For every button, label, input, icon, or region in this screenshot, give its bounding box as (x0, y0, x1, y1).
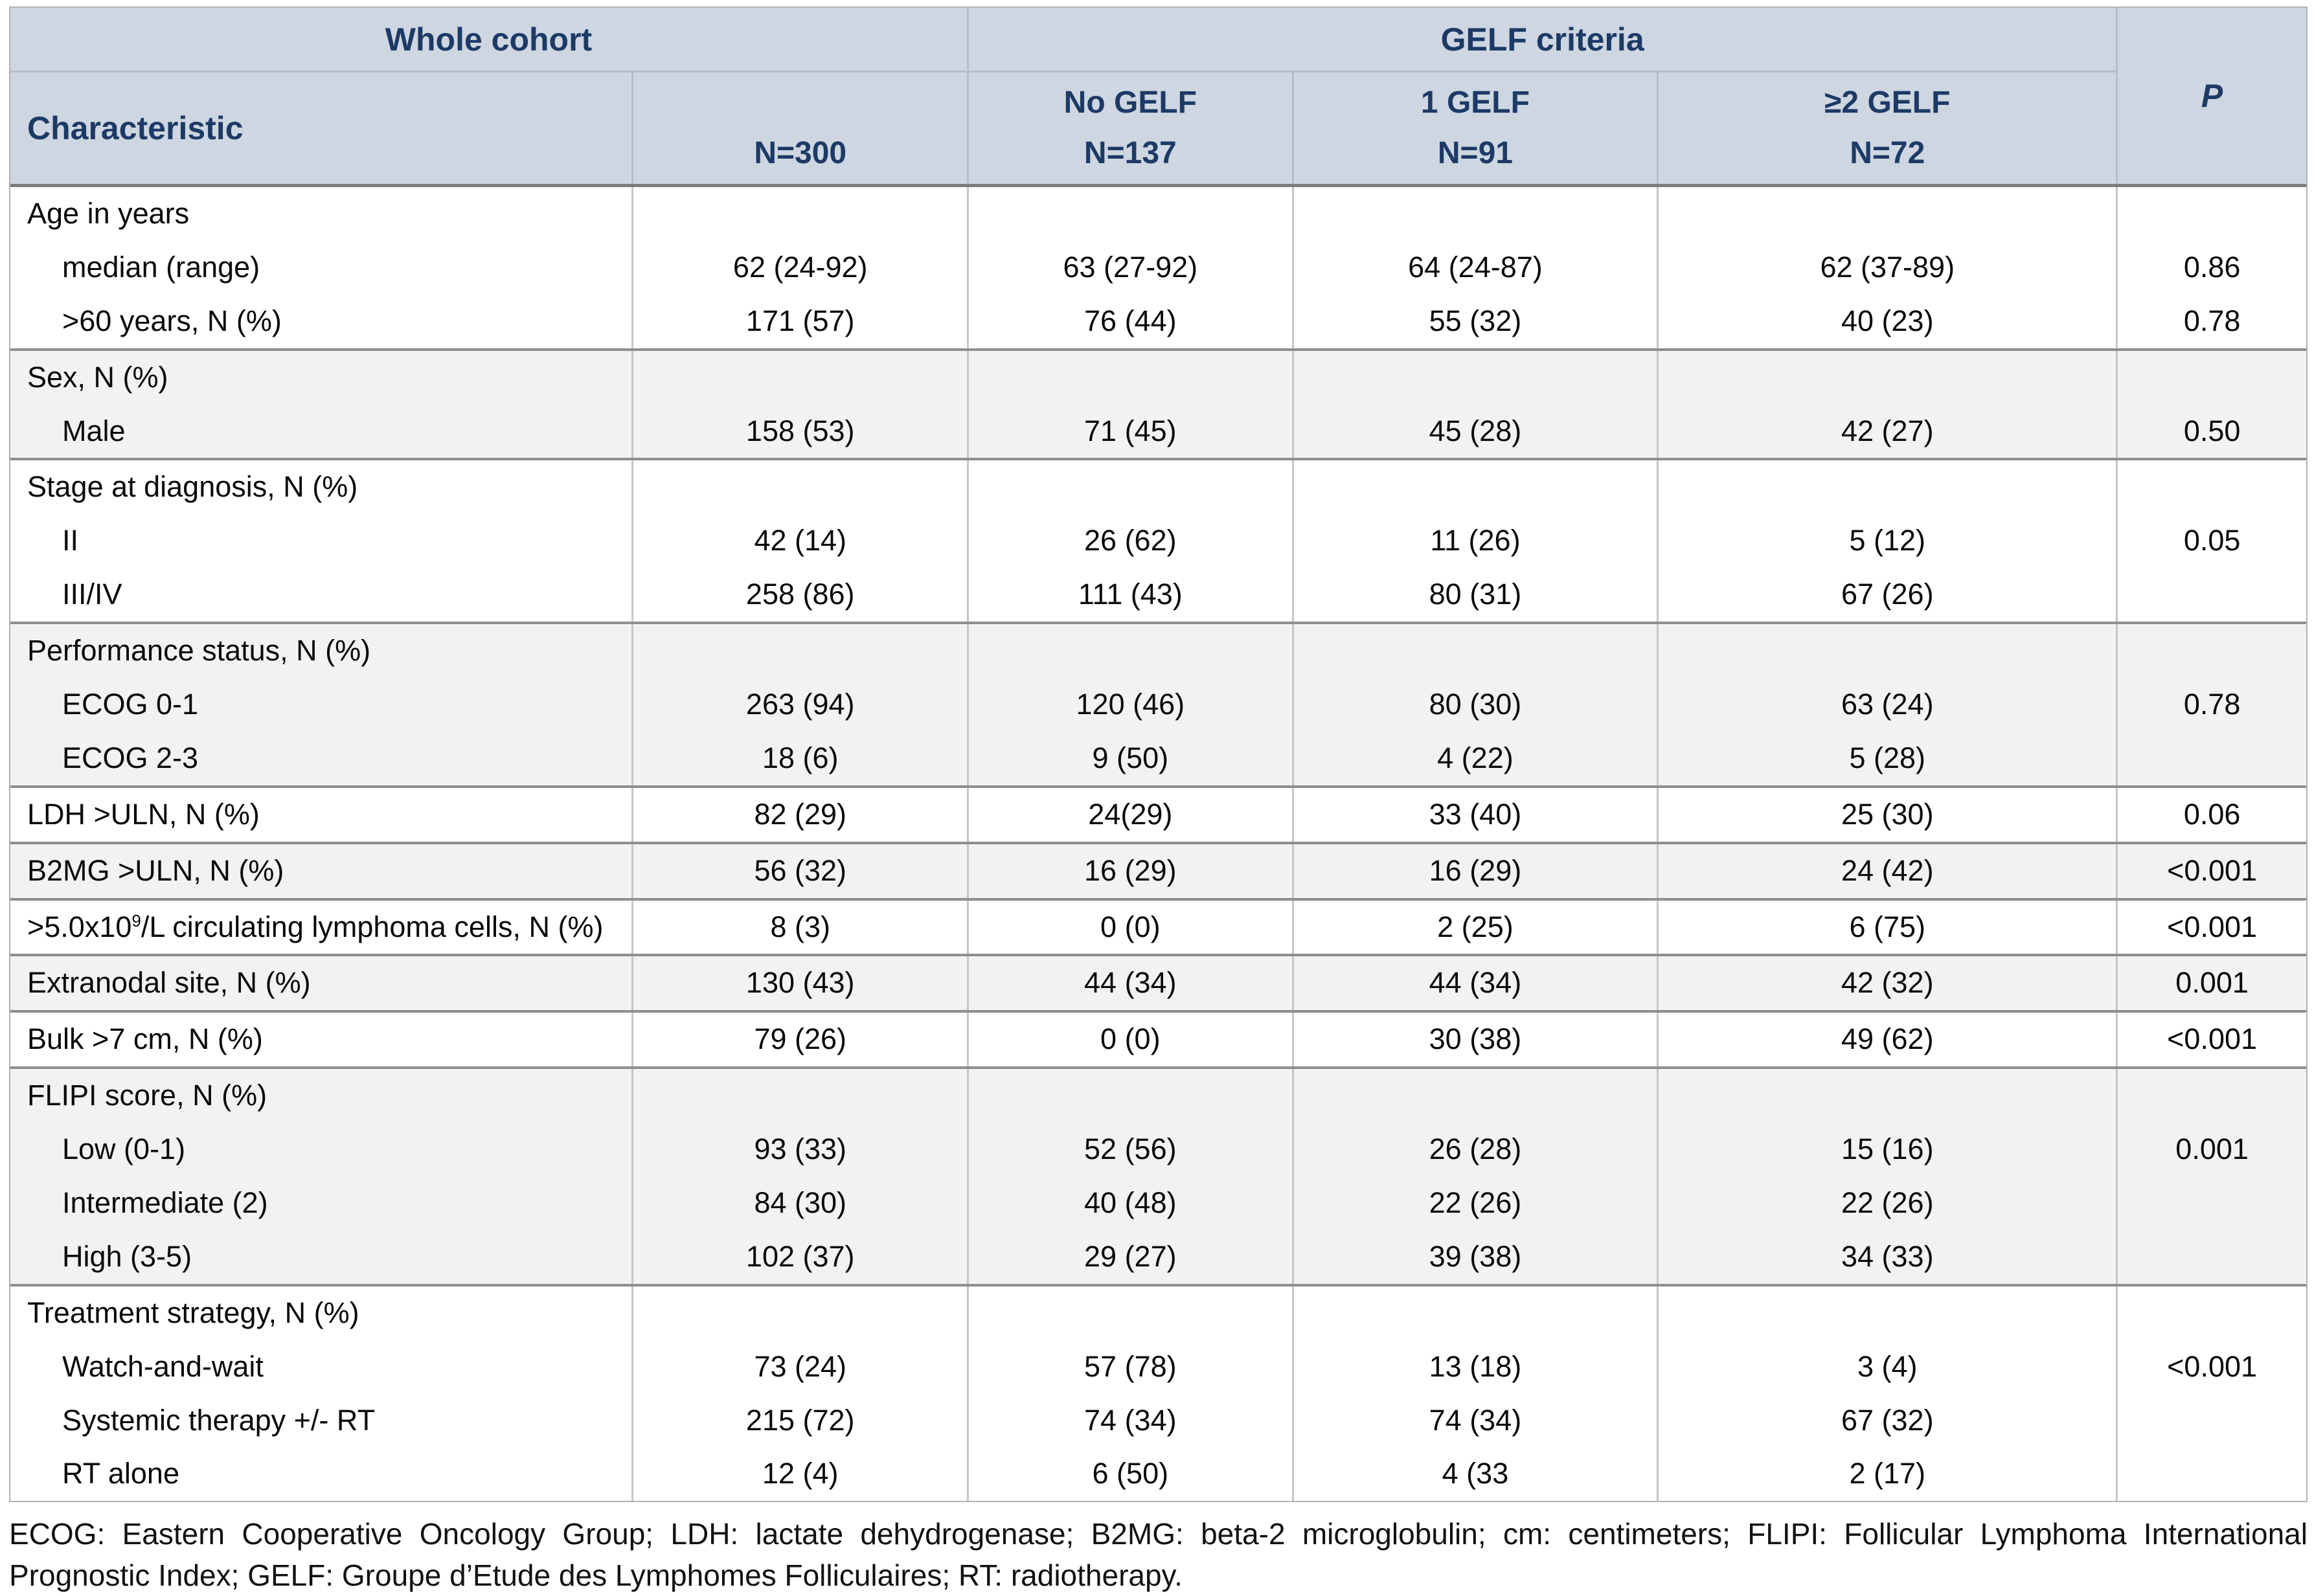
p-value: 0.78 (2183, 688, 2241, 721)
value-1-gelf: 26 (28) (1294, 1123, 1659, 1176)
p-value: <0.001 (2167, 910, 2258, 943)
value-whole-cohort: 158 (53) (633, 405, 969, 458)
value-no-gelf: 76 (44) (969, 295, 1294, 348)
header-col-no-gelf (969, 73, 1294, 184)
value-1-gelf: 2 (25) (1294, 901, 1659, 954)
table-row (10, 241, 2306, 295)
row-label: Sex, N (%) (10, 351, 633, 405)
value-1-gelf: 16 (29) (1294, 844, 1659, 898)
value-no-gelf: 0 (0) (969, 901, 1294, 954)
value-no-gelf (969, 624, 1294, 678)
p-value: 0.86 (2183, 250, 2241, 284)
section-extranodal (10, 956, 2306, 1013)
header-col-ge2-gelf (1659, 73, 2118, 184)
value-ge2-gelf: 67 (26) (1659, 568, 2118, 622)
value-whole-cohort: 171 (57) (633, 295, 969, 348)
p-value (2118, 1176, 2306, 1230)
value-ge2-gelf: 34 (33) (1659, 1230, 2118, 1284)
p-value (2118, 1394, 2306, 1448)
row-label: RT alone (10, 1447, 633, 1501)
value-no-gelf: 40 (48) (969, 1176, 1294, 1230)
value-no-gelf: 26 (62) (969, 514, 1294, 568)
value-1-gelf (1294, 460, 1659, 514)
table-row (10, 1230, 2306, 1284)
table-row (10, 295, 2306, 348)
value-1-gelf (1294, 351, 1659, 405)
p-value (2118, 624, 2306, 678)
value-whole-cohort (633, 460, 969, 514)
value-1-gelf: 30 (38) (1294, 1013, 1659, 1066)
value-no-gelf (969, 351, 1294, 405)
header-col-ge2-gelf-label: ≥2 GELF (1824, 85, 1951, 120)
p-value: 0.05 (2183, 524, 2241, 557)
value-ge2-gelf (1659, 1069, 2118, 1123)
row-label: Watch-and-wait (10, 1340, 633, 1394)
header-col-ge2-gelf-n: N=72 (1850, 136, 1925, 170)
p-value (2118, 460, 2306, 514)
section-bulk (10, 1013, 2306, 1069)
value-whole-cohort (633, 624, 969, 678)
table-row (10, 1069, 2306, 1123)
table-row (10, 1287, 2306, 1340)
section-stage (10, 460, 2306, 624)
header-characteristic: Characteristic (10, 73, 633, 184)
value-no-gelf: 52 (56) (969, 1123, 1294, 1176)
value-ge2-gelf (1659, 351, 2118, 405)
row-label-text: $>5.0x10^9/L$ circulating lymphoma cells, N (%) (27, 910, 604, 943)
value-whole-cohort: 8 (3) (633, 901, 969, 954)
value-1-gelf: 4 (33 (1294, 1447, 1659, 1501)
value-ge2-gelf: 42 (32) (1659, 956, 2118, 1010)
value-ge2-gelf: 67 (32) (1659, 1394, 2118, 1448)
value-no-gelf: 111 (43) (969, 568, 1294, 622)
row-label: High (3-5) (10, 1230, 633, 1284)
value-whole-cohort: 215 (72) (633, 1394, 969, 1448)
value-1-gelf (1294, 624, 1659, 678)
value-whole-cohort: 73 (24) (633, 1340, 969, 1394)
row-label: II (10, 514, 633, 568)
value-whole-cohort: 130 (43) (633, 956, 969, 1010)
header-col-1-gelf-n: N=91 (1437, 136, 1513, 170)
value-1-gelf: 64 (24-87) (1294, 241, 1659, 295)
p-value (2118, 1447, 2306, 1501)
value-whole-cohort: 84 (30) (633, 1176, 969, 1230)
row-label: Extranodal site, N (%) (10, 956, 633, 1010)
header-col-no-gelf-label: No GELF (1063, 85, 1197, 120)
value-no-gelf: 120 (46) (969, 678, 1294, 732)
header-whole-cohort: Whole cohort (10, 8, 969, 73)
value-ge2-gelf: 15 (16) (1659, 1123, 2118, 1176)
value-1-gelf: 55 (32) (1294, 295, 1659, 348)
p-value: 0.50 (2183, 414, 2241, 447)
row-label: Male (10, 405, 633, 458)
value-1-gelf: 45 (28) (1294, 405, 1659, 458)
value-ge2-gelf: 42 (27) (1659, 405, 2118, 458)
table-row (10, 405, 2306, 458)
value-whole-cohort (633, 1069, 969, 1123)
row-label: ECOG 2-3 (10, 732, 633, 785)
value-1-gelf: 39 (38) (1294, 1230, 1659, 1284)
header-col-1-gelf (1294, 73, 1659, 184)
row-label: Treatment strategy, N (%) (10, 1287, 633, 1340)
p-value (2118, 732, 2306, 785)
value-no-gelf: 74 (34) (969, 1394, 1294, 1448)
value-1-gelf (1294, 1287, 1659, 1340)
p-value: <0.001 (2167, 853, 2258, 887)
value-ge2-gelf: 5 (12) (1659, 514, 2118, 568)
value-ge2-gelf: 24 (42) (1659, 844, 2118, 898)
header-gelf-criteria: GELF criteria (969, 8, 2118, 73)
value-ge2-gelf: 25 (30) (1659, 788, 2118, 842)
value-no-gelf (969, 187, 1294, 241)
row-label: median (range) (10, 241, 633, 295)
p-value (2118, 1230, 2306, 1284)
p-value: <0.001 (2167, 1349, 2258, 1383)
value-1-gelf: 74 (34) (1294, 1394, 1659, 1448)
table-row (10, 732, 2306, 785)
table-row (10, 187, 2306, 241)
row-label: Low (0-1) (10, 1123, 633, 1176)
value-no-gelf: 57 (78) (969, 1340, 1294, 1394)
table-row (10, 901, 2306, 954)
value-ge2-gelf (1659, 624, 2118, 678)
value-ge2-gelf: 2 (17) (1659, 1447, 2118, 1501)
value-whole-cohort (633, 1287, 969, 1340)
header-col-no-gelf-n: N=137 (1083, 136, 1177, 170)
row-label: III/IV (10, 568, 633, 622)
row-label: >60 years, N (%) (10, 295, 633, 348)
superscript-9: 9 (131, 910, 141, 930)
header-col-1-gelf-label: 1 GELF (1420, 85, 1530, 120)
table-row (10, 844, 2306, 898)
table-row (10, 1013, 2306, 1066)
value-whole-cohort (633, 351, 969, 405)
value-no-gelf: 63 (27-92) (969, 241, 1294, 295)
table-row (10, 460, 2306, 514)
value-whole-cohort: 18 (6) (633, 732, 969, 785)
table-row (10, 1394, 2306, 1448)
value-no-gelf (969, 460, 1294, 514)
value-no-gelf (969, 1069, 1294, 1123)
value-no-gelf: 24(29) (969, 788, 1294, 842)
value-whole-cohort: 263 (94) (633, 678, 969, 732)
value-1-gelf: 80 (31) (1294, 568, 1659, 622)
row-label: Stage at diagnosis, N (%) (10, 460, 633, 514)
row-label (10, 901, 633, 954)
value-ge2-gelf: 3 (4) (1659, 1340, 2118, 1394)
table-row (10, 1340, 2306, 1394)
value-ge2-gelf (1659, 460, 2118, 514)
section-treatment (10, 1287, 2306, 1501)
table-row (10, 1123, 2306, 1176)
value-ge2-gelf: 5 (28) (1659, 732, 2118, 785)
header-p-value: P (2201, 78, 2223, 114)
table-row (10, 1176, 2306, 1230)
table-header (10, 8, 2306, 187)
table-row (10, 351, 2306, 405)
row-label: LDH >ULN, N (%) (10, 788, 633, 842)
row-label: ECOG 0-1 (10, 678, 633, 732)
value-no-gelf: 71 (45) (969, 405, 1294, 458)
table-row (10, 624, 2306, 678)
value-1-gelf: 44 (34) (1294, 956, 1659, 1010)
value-whole-cohort: 56 (32) (633, 844, 969, 898)
value-whole-cohort: 12 (4) (633, 1447, 969, 1501)
p-value: 0.001 (2175, 966, 2249, 1000)
value-whole-cohort: 79 (26) (633, 1013, 969, 1066)
table-row (10, 956, 2306, 1010)
p-value: 0.06 (2183, 797, 2241, 831)
table-row (10, 788, 2306, 842)
value-ge2-gelf: 6 (75) (1659, 901, 2118, 954)
section-ldh (10, 788, 2306, 844)
value-1-gelf: 13 (18) (1294, 1340, 1659, 1394)
row-label: FLIPI score, N (%) (10, 1069, 633, 1123)
table-row (10, 1447, 2306, 1501)
value-ge2-gelf (1659, 187, 2118, 241)
value-1-gelf: 4 (22) (1294, 732, 1659, 785)
value-no-gelf (969, 1287, 1294, 1340)
value-whole-cohort: 93 (33) (633, 1123, 969, 1176)
value-no-gelf: 29 (27) (969, 1230, 1294, 1284)
table-row (10, 514, 2306, 568)
row-label: Bulk >7 cm, N (%) (10, 1013, 633, 1066)
value-whole-cohort: 42 (14) (633, 514, 969, 568)
value-ge2-gelf: 63 (24) (1659, 678, 2118, 732)
row-label: Age in years (10, 187, 633, 241)
value-whole-cohort: 102 (37) (633, 1230, 969, 1284)
section-b2mg (10, 844, 2306, 901)
table-row (10, 568, 2306, 622)
table-body (10, 187, 2306, 1501)
p-value (2118, 1069, 2306, 1123)
row-label: B2MG >ULN, N (%) (10, 844, 633, 898)
p-value (2118, 351, 2306, 405)
section-sex (10, 351, 2306, 461)
section-flipi (10, 1069, 2306, 1287)
value-ge2-gelf: 40 (23) (1659, 295, 2118, 348)
value-no-gelf: 6 (50) (969, 1447, 1294, 1501)
section-circulating-cells (10, 901, 2306, 957)
value-no-gelf: 9 (50) (969, 732, 1294, 785)
value-ge2-gelf: 62 (37-89) (1659, 241, 2118, 295)
patient-characteristics-table (9, 6, 2308, 1502)
value-1-gelf (1294, 187, 1659, 241)
section-age (10, 187, 2306, 351)
p-value: 0.001 (2175, 1132, 2249, 1166)
value-1-gelf: 80 (30) (1294, 678, 1659, 732)
section-performance (10, 624, 2306, 788)
table-row (10, 678, 2306, 732)
value-no-gelf: 44 (34) (969, 956, 1294, 1010)
value-ge2-gelf: 49 (62) (1659, 1013, 2118, 1066)
header-col-n300 (633, 73, 969, 184)
value-1-gelf: 22 (26) (1294, 1176, 1659, 1230)
value-ge2-gelf: 22 (26) (1659, 1176, 2118, 1230)
value-1-gelf: 33 (40) (1294, 788, 1659, 842)
footnote: ECOG: Eastern Cooperative Oncology Group; LDH: lactate dehydrogenase; B2MG: beta-2 microglobulin; cm: centimeters; FLIPI: Follicular Lymphoma International Prognostic Index; GELF: Groupe d’Etude des Lymphomes Folliculaires; RT: radiotherapy. (9, 1517, 2308, 1592)
value-whole-cohort: 82 (29) (633, 788, 969, 842)
p-value (2118, 187, 2306, 241)
p-value: <0.001 (2167, 1022, 2258, 1056)
value-no-gelf: 0 (0) (969, 1013, 1294, 1066)
p-value (2118, 1287, 2306, 1340)
value-whole-cohort: 62 (24-92) (633, 241, 969, 295)
row-label: Intermediate (2) (10, 1176, 633, 1230)
value-1-gelf (1294, 1069, 1659, 1123)
value-whole-cohort: 258 (86) (633, 568, 969, 622)
value-1-gelf: 11 (26) (1294, 514, 1659, 568)
value-ge2-gelf (1659, 1287, 2118, 1340)
p-value (2118, 568, 2306, 622)
value-whole-cohort (633, 187, 969, 241)
row-label: Performance status, N (%) (10, 624, 633, 678)
p-value: 0.78 (2183, 304, 2241, 337)
header-col-n300-n: N=300 (754, 136, 847, 170)
value-no-gelf: 16 (29) (969, 844, 1294, 898)
row-label: Systemic therapy +/- RT (10, 1394, 633, 1448)
